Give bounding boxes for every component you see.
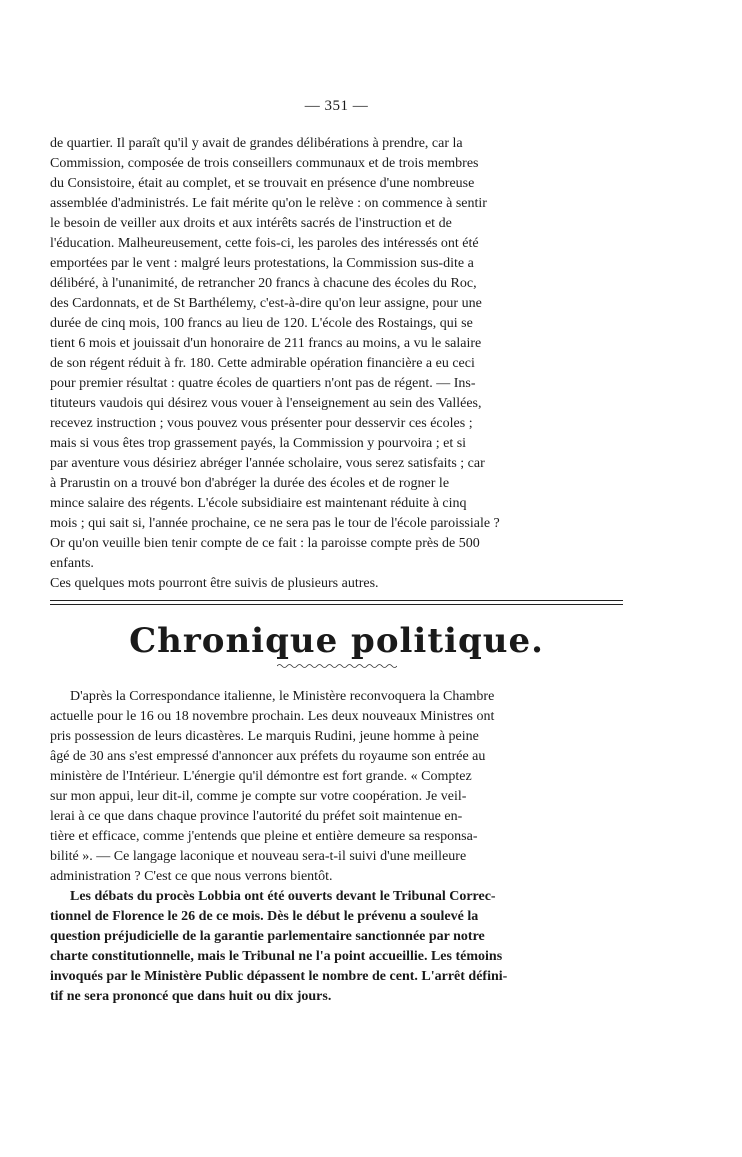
text-line: actuelle pour le 16 ou 18 novembre prochain. Les deux nouveaux Ministres ont <box>50 709 495 724</box>
text-line: assemblée d'administrés. Le fait mérite qu'on le relève : on commence à sentir <box>50 196 487 211</box>
text-line: Les débats du procès Lobbia ont été ouverts devant le Tribunal Correc- <box>70 889 496 904</box>
text-line: de quartier. Il paraît qu'il y avait de grandes délibérations à prendre, car la <box>50 136 463 151</box>
page-number: — 351 — <box>304 98 369 114</box>
text-line: tière et efficace, comme j'entends que pleine et entière demeure sa responsa- <box>50 829 478 844</box>
text-line: enfants. <box>50 556 94 571</box>
text-line: recevez instruction ; vous pouvez vous présenter pour desservir ces écoles ; <box>50 416 473 431</box>
text-line: tituteurs vaudois qui désirez vous vouer à l'enseignement au sein des Vallées, <box>50 396 482 411</box>
text-line: charte constitutionnelle, mais le Tribunal ne l'a point accueillie. Les témoins <box>50 949 503 964</box>
text-line: tif ne sera prononcé que dans huit ou dix jours. <box>50 989 332 1004</box>
section-heading: Chronique politique. <box>129 621 544 661</box>
text-line: mois ; qui sait si, l'année prochaine, ce ne sera pas le tour de l'école paroissiale ? <box>50 516 500 531</box>
closing-line: Ces quelques mots pourront être suivis de plusieurs autres. <box>50 576 379 591</box>
section-divider <box>50 600 623 605</box>
text-line: pris possession de leurs dicastères. Le marquis Rudini, jeune homme à peine <box>50 729 479 744</box>
text-line: délibéré, à l'unanimité, de retrancher 20 francs à chacune des écoles du Roc, <box>50 276 477 291</box>
text-line: tionnel de Florence le 26 de ce mois. Dès le début le prévenu a soulevé la <box>50 909 479 924</box>
paragraph-lobbia <box>50 887 623 1007</box>
section-quartier <box>50 134 623 594</box>
text-line: ministère de l'Intérieur. L'énergie qu'il démontre est fort grande. « Comptez <box>50 769 472 784</box>
text-line: pour premier résultat : quatre écoles de quartiers n'ont pas de régent. — Ins- <box>50 376 476 391</box>
text-line: invoqués par le Ministère Public dépassent le nombre de cent. L'arrêt défini- <box>50 969 508 984</box>
text-line: le besoin de veiller aux droits et aux intérêts sacrés de l'instruction et de <box>50 216 452 231</box>
heading-underline-ornament <box>277 663 397 669</box>
text-line: Commission, composée de trois conseillers communaux et de trois membres <box>50 156 479 171</box>
text-line: administration ? C'est ce que nous verrons bientôt. <box>50 869 333 884</box>
text-line: D'après la Correspondance italienne, le Ministère reconvoquera la Chambre <box>70 689 495 704</box>
text-line: des Cardonnats, et de St Barthélemy, c'est-à-dire qu'on leur assigne, pour une <box>50 296 482 311</box>
text-line: mais si vous êtes trop grassement payés, la Commission y pourvoira ; et si <box>50 436 467 451</box>
text-line: âgé de 30 ans s'est empressé d'annoncer aux préfets du royaume son entrée au <box>50 749 486 764</box>
page <box>50 98 623 1007</box>
text-line: du Consistoire, était au complet, et se trouvait en présence d'une nombreuse <box>50 176 475 191</box>
text-line: durée de cinq mois, 100 francs au lieu de 120. L'école des Rostaings, qui se <box>50 316 473 331</box>
text-line: à Prarustin on a trouvé bon d'abréger la durée des écoles et de rogner le <box>50 476 450 491</box>
text-line: mince salaire des régents. L'école subsidiaire est maintenant réduite à cinq <box>50 496 467 511</box>
text-line: bilité ». — Ce langage laconique et nouveau sera-t-il suivi d'une meilleure <box>50 849 467 864</box>
text-line: de son régent réduit à fr. 180. Cette admirable opération financière a eu ceci <box>50 356 475 371</box>
text-line: par aventure vous désiriez abréger l'année scholaire, vous serez satisfaits ; car <box>50 456 485 471</box>
chronique-body <box>50 687 623 1007</box>
text-line: l'éducation. Malheureusement, cette fois-ci, les paroles des intéressés ont été <box>50 236 479 251</box>
text-line: tient 6 mois et jouissait d'un honoraire de 211 francs au moins, a vu le salaire <box>50 336 482 351</box>
text-line: Or qu'on veuille bien tenir compte de ce fait : la paroisse compte près de 500 <box>50 536 480 551</box>
text-line: sur mon appui, leur dit-il, comme je compte sur votre coopération. Je veil- <box>50 789 467 804</box>
paragraph-ministere <box>50 687 623 887</box>
text-line: lerai à ce que dans chaque province l'autorité du préfet soit maintenue en- <box>50 809 463 824</box>
text-line: question préjudicielle de la garantie parlementaire sanctionnée par notre <box>50 929 485 944</box>
text-line: emportées par le vent : malgré leurs protestations, la Commission sus-dite a <box>50 256 474 271</box>
